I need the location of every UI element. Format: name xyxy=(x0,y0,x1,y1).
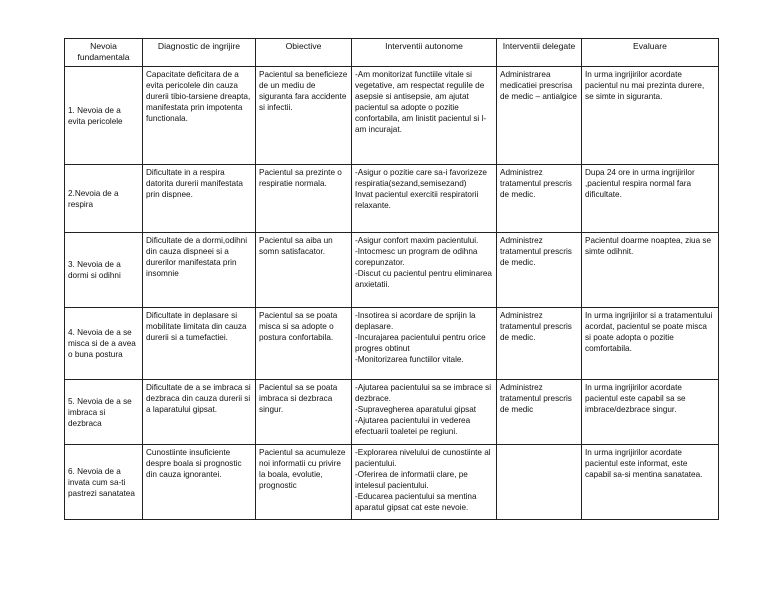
need-cell: 2.Nevoia de a respira xyxy=(65,165,143,233)
autonomous-line: Invat pacientul exercitii respiratorii relaxante. xyxy=(355,190,481,210)
evaluation-cell: Dupa 24 ore in urma ingrijirilor ,pacientul respira normal fara dificultate. xyxy=(582,165,719,233)
objectives-cell: Pacientul sa acumuleze noi informatii cu privire la boala, evolutie, prognostic xyxy=(256,445,352,520)
autonomous-line: -Monitorizarea functiilor vitale. xyxy=(355,355,464,364)
delegated-cell: Administrez tratamentul prescris de medic. xyxy=(497,308,582,380)
table-row xyxy=(65,445,719,520)
delegated-cell: Administrez tratamentul prescris de medic xyxy=(497,380,582,445)
header-row xyxy=(65,39,719,67)
autonomous-line: -Insotirea si acordare de sprijin la deplasare. xyxy=(355,311,478,331)
table-row xyxy=(65,233,719,308)
evaluation-cell: In urma ingrijirilor acordate pacientul este capabil sa se imbrace/dezbrace singur. xyxy=(582,380,719,445)
delegated-cell: Administrez tratamentul prescris de medic. xyxy=(497,165,582,233)
autonomous-line: -Am monitorizat functiile vitale si vegetative, am respectat regulile de asepsie si antisepsie, am ajutat pacientul sa adopte o pozitie confortabila, am linistit pacientul si l-am incurajat. xyxy=(355,70,487,134)
autonomous-line: -Intocmesc un program de odihna corepunzator. xyxy=(355,247,480,267)
autonomous-line: -Incurajarea pacientului pentru orice progres obtinut xyxy=(355,333,488,353)
need-cell: 6. Nevoia de a invata cum sa-ti pastrezi sanatatea xyxy=(65,445,143,520)
diagnosis-cell: Cunostiinte insuficiente despre boala si prognostic din cauza ignorantei. xyxy=(143,445,256,520)
header-need: Nevoia fundamentala xyxy=(65,39,143,67)
header-diagnosis: Diagnostic de ingrijire xyxy=(143,39,256,67)
autonomous-line: -Ajutarea pacientului sa se imbrace si dezbrace. xyxy=(355,383,494,403)
delegated-cell xyxy=(497,445,582,520)
objectives-cell: Pacientul sa se poata imbraca si dezbraca singur. xyxy=(256,380,352,445)
autonomous-cell xyxy=(352,233,497,308)
objectives-cell: Pacientul sa aiba un somn satisfacator. xyxy=(256,233,352,308)
header-autonomous: Interventii autonome xyxy=(352,39,497,67)
autonomous-line: -Explorarea nivelului de cunostiinte al pacientului. xyxy=(355,448,493,468)
autonomous-line: -Asigur confort maxim pacientului. xyxy=(355,236,479,245)
table-row xyxy=(65,67,719,165)
table-row xyxy=(65,380,719,445)
objectives-cell: Pacientul sa prezinte o respiratie normala. xyxy=(256,165,352,233)
diagnosis-cell: Dificultate in deplasare si mobilitate limitata din cauza durerii si a tumefactiei. xyxy=(143,308,256,380)
need-cell: 1. Nevoia de a evita pericolele xyxy=(65,67,143,165)
autonomous-line: -Discut cu pacientul pentru eliminarea anxietatii. xyxy=(355,269,495,289)
table-row xyxy=(65,165,719,233)
need-cell: 5. Nevoia de a se imbraca si dezbraca xyxy=(65,380,143,445)
evaluation-cell: Pacientul doarme noaptea, ziua se simte odihnit. xyxy=(582,233,719,308)
need-cell: 3. Nevoia de a dormi si odihni xyxy=(65,233,143,308)
need-cell: 4. Nevoia de a se misca si de a avea o buna postura xyxy=(65,308,143,380)
diagnosis-cell: Dificultate in a respira datorita durerii manifestata prin dispnee. xyxy=(143,165,256,233)
evaluation-cell: In urma ingrijirilor si a tratamentului acordat, pacientul se poate misca si poate adopta o pozitie comfortabila. xyxy=(582,308,719,380)
autonomous-line: -Supravegherea aparatului gipsat xyxy=(355,405,477,414)
header-evaluation: Evaluare xyxy=(582,39,719,67)
objectives-cell: Pacientul sa se poata misca si sa adopte o postura confortabila. xyxy=(256,308,352,380)
delegated-cell: Administrarea medicatiei prescrisa de medic – antialgice xyxy=(497,67,582,165)
diagnosis-cell: Capacitate deficitara de a evita pericolele din cauza durerii tibio-tarsiene dreapta, manifestata prin impotenta functionala. xyxy=(143,67,256,165)
autonomous-cell xyxy=(352,165,497,233)
delegated-cell: Administrez tratamentul prescris de medic. xyxy=(497,233,582,308)
autonomous-line: -Asigur o pozitie care sa-i favorizeze respiratia(sezand,semisezand) xyxy=(355,168,490,188)
autonomous-cell xyxy=(352,445,497,520)
header-delegated: Interventii delegate xyxy=(497,39,582,67)
autonomous-cell xyxy=(352,67,497,165)
table-row xyxy=(65,308,719,380)
header-objectives: Obiective xyxy=(256,39,352,67)
objectives-cell: Pacientul sa beneficieze de un mediu de siguranta fara accidente si infectii. xyxy=(256,67,352,165)
autonomous-cell xyxy=(352,308,497,380)
autonomous-cell xyxy=(352,380,497,445)
diagnosis-cell: Dificultate de a se imbraca si dezbraca din cauza durerii si a laparatului gipsat. xyxy=(143,380,256,445)
autonomous-line: -Educarea pacientului sa mentina aparatul gipsat cat este nevoie. xyxy=(355,492,479,512)
care-plan-table xyxy=(64,38,719,520)
autonomous-line: -Oferirea de informatii clare, pe intelesul pacientului. xyxy=(355,470,471,490)
evaluation-cell: In urma ingrijirilor acordate pacientul nu mai prezinta durere, se simte in siguranta. xyxy=(582,67,719,165)
diagnosis-cell: Dificultate de a dormi,odihni din cauza dispneei si a durerilor manifestata prin insomnie xyxy=(143,233,256,308)
autonomous-line: -Ajutarea pacientului in vederea efectuarii toaletei pe regiuni. xyxy=(355,416,473,436)
evaluation-cell: In urma ingrijirilor acordate pacientul este informat, este capabil sa-si mentina sanatatea. xyxy=(582,445,719,520)
